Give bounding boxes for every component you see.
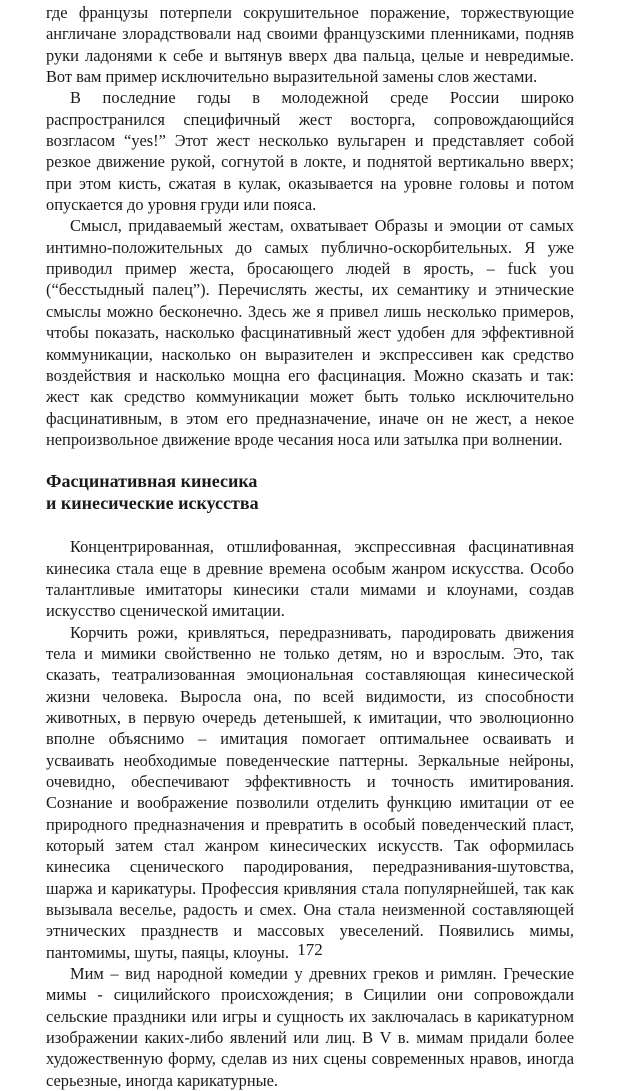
- paragraph: Мим – вид народной комедии у древних греков и римлян. Греческие мимы - сицилийского происхождения; в Сицилии они сопровождали сельские праздники или игры и сущность их заключалась в карикатурном изображении каких-либо явлений или лиц. В V в. мимам придали более художественную форму, сделав из них сцены современных нравов, иногда серьезные, иногда карикатурные.: [46, 964, 574, 1090]
- heading-spacer: [46, 514, 574, 536]
- section-heading: [46, 470, 574, 514]
- paragraph-continued: где французы потерпели сокрушительное поражение, торжествующие англичане злорадствовали над своими французскими пленниками, подняв руки ладонями к себе и вытянув вверх два пальца, целые и невредимые. Вот вам пример исключительно выразительной замены слов жестами.: [46, 3, 574, 87]
- paragraph: Корчить рожи, кривляться, передразнивать, пародировать движения тела и мимики свойственно не только детям, но и взрослым. Это, так сказать, театрализованная эмоциональная составляющая кинесической жизни человека. Выросла она, по всей видимости, из способности животных, в первую очередь детенышей, к имитации, что эволюционно вполне объяснимо – имитация помогает оптимальнее осваивать и усваивать необходимые поведенческие паттерны. Зеркальные нейроны, очевидно, обеспечивают эффективность и точность имитирования. Сознание и воображение позволили отделить функцию имитации от ее природного предназначения и превратить в особый поведенческий пласт, который затем стал жанром кинесических искусств. Так оформилась кинесика сценического пародирования, передразнивания-шутовства, шаржа и карикатуры. Профессия кривляния стала популярнейшей, так как вызывала веселье, радость и смех. Она стала неизменной составляющей этнических празднеств и массовых увеселений. Появились мимы, пантомимы, шуты, паяцы, клоуны.: [46, 622, 574, 962]
- paragraph: Концентрированная, отшлифованная, экспрессивная фасцинативная кинесика стала еще в древние времена особым жанром искусства. Особо талантливые имитаторы кинесики стали мимами и клоунами, создав искусство сценической имитации.: [46, 537, 574, 621]
- paragraph: В последние годы в молодежной среде России широко распространился специфичный жест восторга, сопровождающийся возгласом “yes!” Этот жест несколько вульгарен и представляет собой резкое движение рукой, согнутой в локте, и поднятой вертикально вверх; при этом кисть, сжатая в кулак, оказывается на уровне головы и потом опускается до уровня груди или пояса.: [46, 88, 574, 215]
- section-heading-line-1: Фасцинативная кинесика: [46, 471, 258, 492]
- page-content: [46, 2, 574, 1091]
- paragraph: Смысл, придаваемый жестам, охватывает Образы и эмоции от самых интимно-положительных до самых публично-оскорбительных. Я уже приводил пример жеста, бросающего людей в ярость, – fuck you (“бесстыдный палец”). Перечислять жесты, их семантику и этнические смыслы можно бесконечно. Здесь же я привел лишь несколько примеров, чтобы показать, насколько фасцинативный жест удобен для эффективной коммуникации, насколько он выразителен и экспрессивен как средство воздействия и насколько мощна его фасцинация. Можно сказать и так: жест как средство коммуникации может быть только исключительно фасцинативным, в этом его предназначение, иначе он не жест, а некое непроизвольное движение вроде чесания носа или затылка при волнении.: [46, 216, 574, 449]
- section-heading-line-2: и кинесические искусства: [46, 493, 259, 514]
- page-number: 172: [297, 940, 323, 959]
